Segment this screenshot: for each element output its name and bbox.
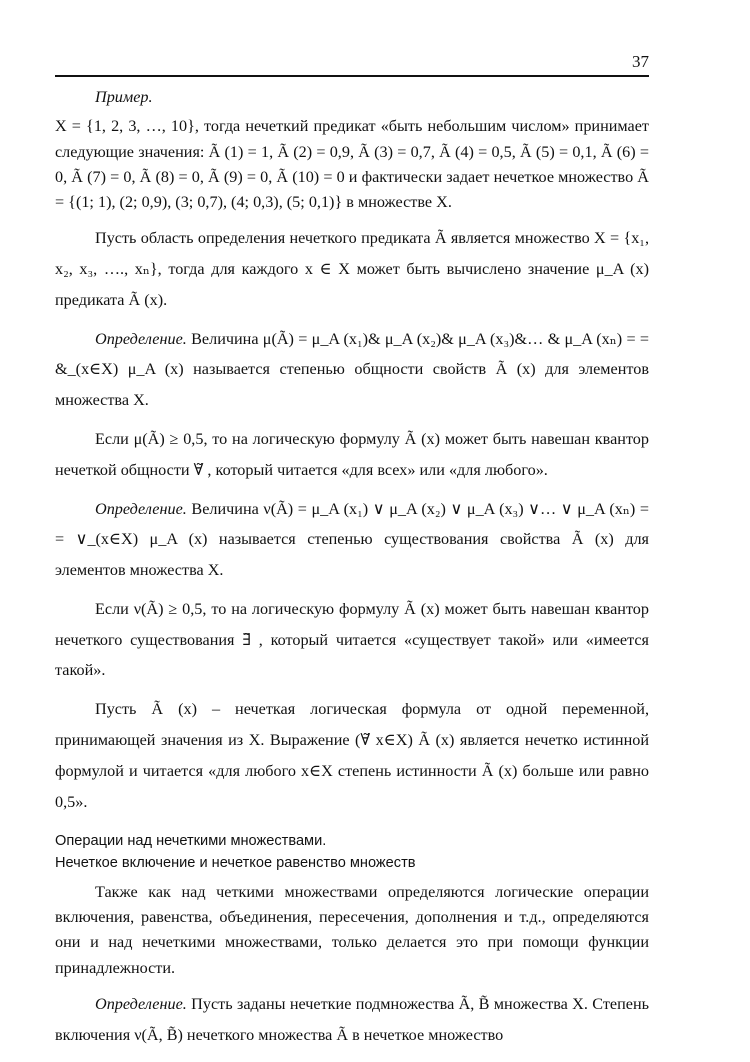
page-body bbox=[55, 85, 649, 1058]
paragraph-text: Если μ(Ã) ≥ 0,5, то на логическую формулу Ã (x) может быть навешан квантор нечеткой общности ∀̃ , который читается «для всех» или «для любого». bbox=[55, 430, 649, 479]
paragraph bbox=[55, 85, 649, 110]
paragraph bbox=[55, 880, 649, 981]
page-number: 37 bbox=[632, 52, 649, 71]
section-heading bbox=[55, 831, 649, 873]
paragraph-text: Величина ν(Ã) = μ_A (x₁) ∨ μ_A (x₂) ∨ μ_A (x₃) ∨… ∨ μ_A (xₙ) = = ∨_(x∈X) μ_A (x) называется степенью существования свойства Ã (x) для элементов множества X. bbox=[55, 499, 649, 580]
paragraph-text: Если ν(Ã) ≥ 0,5, то на логическую формулу Ã (x) может быть навешан квантор нечеткого существования ∃̃ , который читается «существует такой» или «имеется такой». bbox=[55, 599, 649, 680]
paragraph-text: Величина μ(Ã) = μ_A (x₁)& μ_A (x₂)& μ_A (x₃)&… & μ_A (xₙ) = = &_(x∈X) μ_A (x) называется степенью общности свойств Ã (x) для элементов множества X. bbox=[55, 329, 649, 410]
paragraph bbox=[55, 694, 649, 817]
paragraph-text: Пусть заданы нечеткие подмножества Ã, B̃ множества X. Степень включения ν(Ã, B̃) нечеткого множества Ã в нечеткое множество bbox=[55, 994, 649, 1044]
paragraph bbox=[55, 223, 649, 315]
paragraph bbox=[55, 324, 649, 416]
section-heading-line: Операции над нечеткими множествами. bbox=[55, 833, 327, 850]
paragraph-lead: Определение. bbox=[95, 994, 187, 1013]
paragraph-text: Пусть область определения нечеткого предиката Ã является множество X = {x₁, x₂, x₃, …., xₙ}, тогда для каждого x ∈ X может быть вычислено значение μ_A (x) предиката Ã (x). bbox=[55, 229, 649, 309]
paragraph bbox=[55, 989, 649, 1051]
paragraph-text: Пусть Ã (x) – нечеткая логическая формула от одной переменной, принимающей значения из X. Выражение (∀̃ x∈X) Ã (x) является нечетко истинной формулой и читается «для любого x∈X степень истинности Ã (x) больше или равно 0,5». bbox=[55, 700, 649, 811]
paragraph-lead: Определение. bbox=[95, 329, 187, 348]
header-rule bbox=[55, 75, 649, 77]
paragraph-text: X = {1, 2, 3, …, 10}, тогда нечеткий предикат «быть небольшим числом» принимает следующие значения: Ã (1) = 1, Ã (2) = 0,9, Ã (3) = 0,7, Ã (4) = 0,5, Ã (5) = 0,1, Ã (6) = 0, Ã (7) = 0, Ã (8) = 0, Ã (9) = 0, Ã (10) = 0 и фактически задает нечеткое множество Ã = {(1; 1), (2; 0,9), (3; 0,7), (4; 0,3), (5; 0,1)} в множестве X. bbox=[55, 117, 649, 212]
paragraph-text: Также как над четкими множествами определяются логические операции включения, равенства, объединения, пересечения, дополнения и т.д., определяются они и над нечеткими множествами, только делается это при помощи функции принадлежности. bbox=[55, 882, 649, 977]
paragraph bbox=[55, 494, 649, 586]
section-heading-line: Нечеткое включение и нечеткое равенство множеств bbox=[55, 854, 416, 871]
paragraph-lead: Определение. bbox=[95, 499, 187, 518]
paragraph bbox=[55, 114, 649, 215]
paragraph bbox=[55, 594, 649, 686]
paragraph-lead: Пример. bbox=[95, 88, 153, 106]
paragraph bbox=[55, 424, 649, 486]
